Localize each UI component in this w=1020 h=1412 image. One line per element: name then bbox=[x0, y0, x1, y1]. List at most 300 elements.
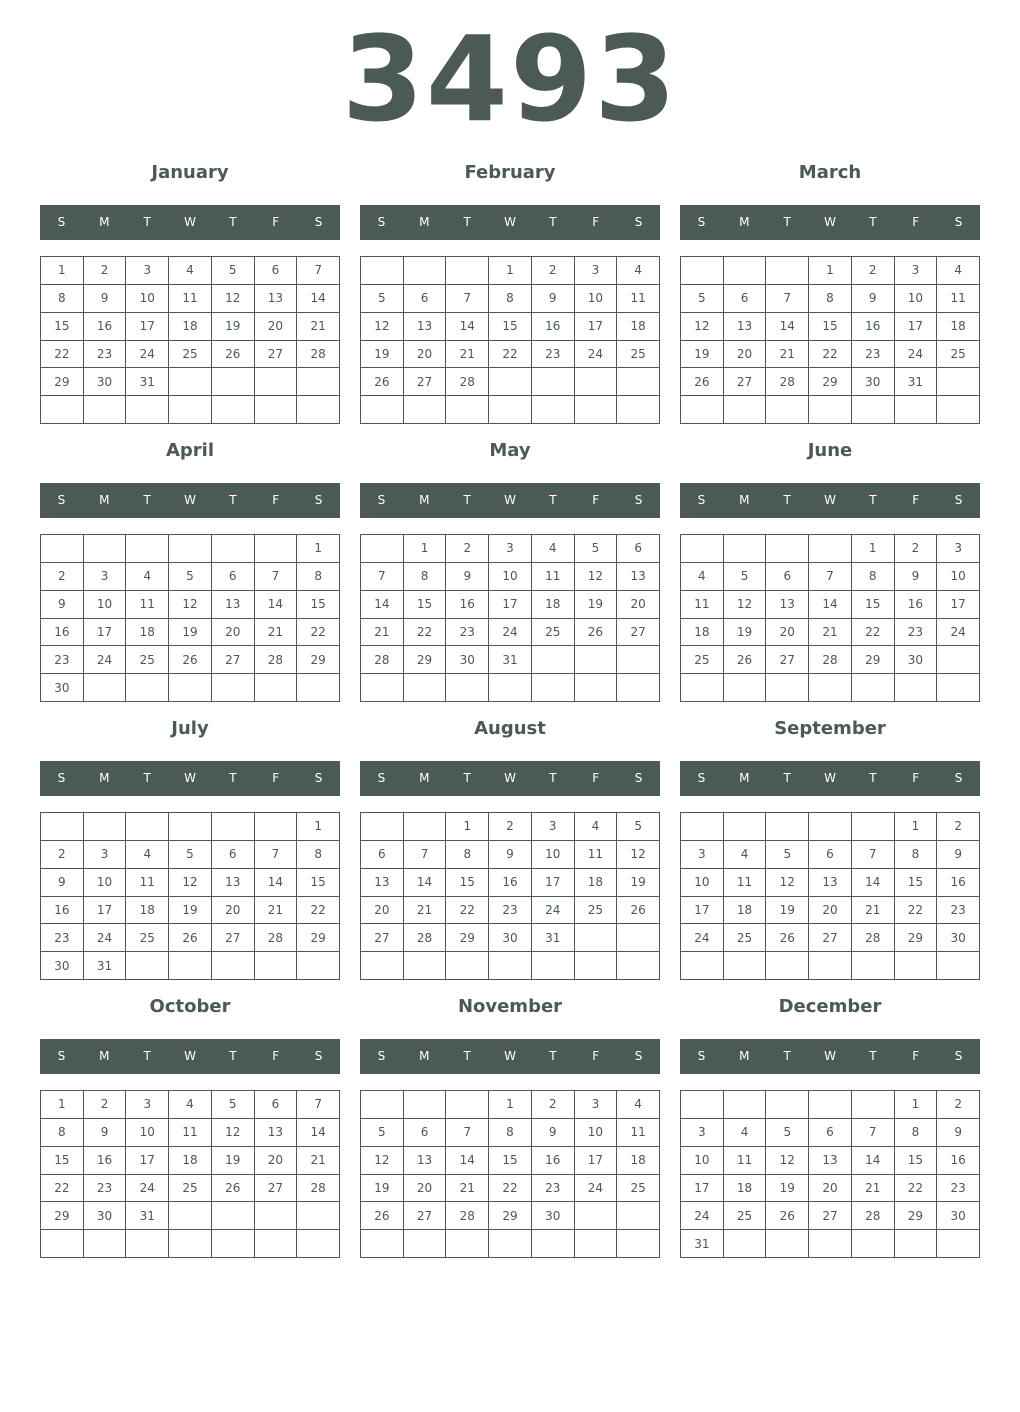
day-cell[interactable]: 20 bbox=[212, 619, 255, 647]
day-cell[interactable]: 12 bbox=[361, 313, 404, 341]
day-cell[interactable]: 31 bbox=[126, 1202, 169, 1230]
day-cell[interactable]: 26 bbox=[169, 924, 212, 952]
day-cell[interactable]: 26 bbox=[212, 1175, 255, 1203]
day-cell[interactable]: 9 bbox=[41, 591, 84, 619]
day-cell[interactable]: 28 bbox=[361, 646, 404, 674]
day-cell[interactable]: 6 bbox=[255, 257, 298, 285]
day-cell[interactable]: 21 bbox=[404, 897, 447, 925]
day-cell[interactable]: 9 bbox=[852, 285, 895, 313]
day-cell[interactable]: 19 bbox=[212, 313, 255, 341]
day-cell[interactable]: 12 bbox=[681, 313, 724, 341]
day-cell[interactable]: 4 bbox=[681, 563, 724, 591]
day-cell[interactable]: 1 bbox=[297, 535, 340, 563]
day-cell[interactable]: 7 bbox=[361, 563, 404, 591]
day-cell[interactable]: 19 bbox=[724, 619, 767, 647]
day-cell[interactable]: 12 bbox=[212, 1119, 255, 1147]
day-cell[interactable]: 23 bbox=[446, 619, 489, 647]
day-cell[interactable]: 11 bbox=[532, 563, 575, 591]
day-cell[interactable]: 18 bbox=[126, 897, 169, 925]
day-cell[interactable]: 10 bbox=[575, 285, 618, 313]
day-cell[interactable]: 25 bbox=[937, 341, 980, 369]
day-cell[interactable]: 16 bbox=[41, 619, 84, 647]
day-cell[interactable]: 17 bbox=[126, 1147, 169, 1175]
day-cell[interactable]: 14 bbox=[766, 313, 809, 341]
day-cell[interactable]: 28 bbox=[255, 924, 298, 952]
day-cell[interactable]: 24 bbox=[126, 1175, 169, 1203]
day-cell[interactable]: 11 bbox=[681, 591, 724, 619]
day-cell[interactable]: 14 bbox=[446, 1147, 489, 1175]
day-cell[interactable]: 1 bbox=[895, 813, 938, 841]
day-cell[interactable]: 30 bbox=[489, 924, 532, 952]
day-cell[interactable]: 13 bbox=[212, 869, 255, 897]
day-cell[interactable]: 21 bbox=[766, 341, 809, 369]
day-cell[interactable]: 14 bbox=[255, 591, 298, 619]
day-cell[interactable]: 20 bbox=[404, 1175, 447, 1203]
day-cell[interactable]: 21 bbox=[446, 341, 489, 369]
day-cell[interactable]: 21 bbox=[297, 1147, 340, 1175]
day-cell[interactable]: 10 bbox=[84, 869, 127, 897]
day-cell[interactable]: 7 bbox=[809, 563, 852, 591]
day-cell[interactable]: 15 bbox=[404, 591, 447, 619]
day-cell[interactable]: 29 bbox=[297, 646, 340, 674]
day-cell[interactable]: 20 bbox=[361, 897, 404, 925]
day-cell[interactable]: 22 bbox=[41, 341, 84, 369]
day-cell[interactable]: 15 bbox=[852, 591, 895, 619]
day-cell[interactable]: 28 bbox=[446, 1202, 489, 1230]
day-cell[interactable]: 22 bbox=[297, 897, 340, 925]
day-cell[interactable]: 14 bbox=[297, 1119, 340, 1147]
day-cell[interactable]: 7 bbox=[297, 257, 340, 285]
day-cell[interactable]: 21 bbox=[852, 897, 895, 925]
day-cell[interactable]: 27 bbox=[255, 1175, 298, 1203]
day-cell[interactable]: 25 bbox=[617, 1175, 660, 1203]
day-cell[interactable]: 28 bbox=[852, 1202, 895, 1230]
day-cell[interactable]: 12 bbox=[766, 1147, 809, 1175]
day-cell[interactable]: 24 bbox=[895, 341, 938, 369]
day-cell[interactable]: 30 bbox=[41, 674, 84, 702]
day-cell[interactable]: 25 bbox=[617, 341, 660, 369]
day-cell[interactable]: 26 bbox=[361, 1202, 404, 1230]
day-cell[interactable]: 9 bbox=[937, 1119, 980, 1147]
day-cell[interactable]: 6 bbox=[809, 1119, 852, 1147]
day-cell[interactable]: 2 bbox=[852, 257, 895, 285]
day-cell[interactable]: 24 bbox=[126, 341, 169, 369]
day-cell[interactable]: 25 bbox=[169, 1175, 212, 1203]
day-cell[interactable]: 26 bbox=[681, 368, 724, 396]
day-cell[interactable]: 15 bbox=[446, 869, 489, 897]
day-cell[interactable]: 23 bbox=[895, 619, 938, 647]
day-cell[interactable]: 5 bbox=[617, 813, 660, 841]
day-cell[interactable]: 30 bbox=[446, 646, 489, 674]
day-cell[interactable]: 18 bbox=[575, 869, 618, 897]
day-cell[interactable]: 3 bbox=[126, 1091, 169, 1119]
day-cell[interactable]: 30 bbox=[532, 1202, 575, 1230]
day-cell[interactable]: 1 bbox=[809, 257, 852, 285]
day-cell[interactable]: 9 bbox=[84, 285, 127, 313]
day-cell[interactable]: 20 bbox=[809, 1175, 852, 1203]
day-cell[interactable]: 31 bbox=[126, 368, 169, 396]
day-cell[interactable]: 10 bbox=[681, 1147, 724, 1175]
day-cell[interactable]: 4 bbox=[126, 841, 169, 869]
day-cell[interactable]: 18 bbox=[169, 313, 212, 341]
day-cell[interactable]: 12 bbox=[766, 869, 809, 897]
day-cell[interactable]: 20 bbox=[617, 591, 660, 619]
day-cell[interactable]: 15 bbox=[489, 313, 532, 341]
day-cell[interactable]: 12 bbox=[212, 285, 255, 313]
day-cell[interactable]: 29 bbox=[446, 924, 489, 952]
day-cell[interactable]: 9 bbox=[446, 563, 489, 591]
day-cell[interactable]: 23 bbox=[84, 1175, 127, 1203]
day-cell[interactable]: 20 bbox=[809, 897, 852, 925]
day-cell[interactable]: 9 bbox=[489, 841, 532, 869]
day-cell[interactable]: 27 bbox=[212, 924, 255, 952]
day-cell[interactable]: 28 bbox=[852, 924, 895, 952]
day-cell[interactable]: 27 bbox=[766, 646, 809, 674]
day-cell[interactable]: 4 bbox=[617, 257, 660, 285]
day-cell[interactable]: 16 bbox=[937, 1147, 980, 1175]
day-cell[interactable]: 2 bbox=[532, 257, 575, 285]
day-cell[interactable]: 8 bbox=[297, 841, 340, 869]
day-cell[interactable]: 18 bbox=[126, 619, 169, 647]
day-cell[interactable]: 7 bbox=[404, 841, 447, 869]
day-cell[interactable]: 16 bbox=[446, 591, 489, 619]
day-cell[interactable]: 29 bbox=[297, 924, 340, 952]
day-cell[interactable]: 17 bbox=[937, 591, 980, 619]
day-cell[interactable]: 2 bbox=[937, 1091, 980, 1119]
day-cell[interactable]: 24 bbox=[532, 897, 575, 925]
day-cell[interactable]: 6 bbox=[724, 285, 767, 313]
day-cell[interactable]: 25 bbox=[681, 646, 724, 674]
day-cell[interactable]: 13 bbox=[404, 313, 447, 341]
day-cell[interactable]: 29 bbox=[809, 368, 852, 396]
day-cell[interactable]: 14 bbox=[446, 313, 489, 341]
day-cell[interactable]: 13 bbox=[255, 285, 298, 313]
day-cell[interactable]: 22 bbox=[489, 341, 532, 369]
day-cell[interactable]: 8 bbox=[489, 1119, 532, 1147]
day-cell[interactable]: 24 bbox=[84, 646, 127, 674]
day-cell[interactable]: 9 bbox=[532, 285, 575, 313]
day-cell[interactable]: 16 bbox=[84, 1147, 127, 1175]
day-cell[interactable]: 15 bbox=[41, 313, 84, 341]
day-cell[interactable]: 23 bbox=[41, 646, 84, 674]
day-cell[interactable]: 24 bbox=[575, 1175, 618, 1203]
day-cell[interactable]: 20 bbox=[212, 897, 255, 925]
day-cell[interactable]: 2 bbox=[937, 813, 980, 841]
day-cell[interactable]: 8 bbox=[41, 285, 84, 313]
day-cell[interactable]: 22 bbox=[41, 1175, 84, 1203]
day-cell[interactable]: 27 bbox=[361, 924, 404, 952]
day-cell[interactable]: 8 bbox=[895, 1119, 938, 1147]
day-cell[interactable]: 6 bbox=[212, 841, 255, 869]
day-cell[interactable]: 1 bbox=[489, 257, 532, 285]
day-cell[interactable]: 10 bbox=[681, 869, 724, 897]
day-cell[interactable]: 1 bbox=[404, 535, 447, 563]
day-cell[interactable]: 18 bbox=[532, 591, 575, 619]
day-cell[interactable]: 23 bbox=[489, 897, 532, 925]
day-cell[interactable]: 8 bbox=[489, 285, 532, 313]
day-cell[interactable]: 13 bbox=[617, 563, 660, 591]
day-cell[interactable]: 23 bbox=[532, 1175, 575, 1203]
day-cell[interactable]: 23 bbox=[41, 924, 84, 952]
day-cell[interactable]: 2 bbox=[532, 1091, 575, 1119]
day-cell[interactable]: 16 bbox=[489, 869, 532, 897]
day-cell[interactable]: 29 bbox=[895, 924, 938, 952]
day-cell[interactable]: 24 bbox=[937, 619, 980, 647]
day-cell[interactable]: 21 bbox=[446, 1175, 489, 1203]
day-cell[interactable]: 15 bbox=[41, 1147, 84, 1175]
day-cell[interactable]: 28 bbox=[766, 368, 809, 396]
day-cell[interactable]: 28 bbox=[297, 1175, 340, 1203]
day-cell[interactable]: 5 bbox=[212, 257, 255, 285]
day-cell[interactable]: 7 bbox=[852, 841, 895, 869]
day-cell[interactable]: 14 bbox=[361, 591, 404, 619]
day-cell[interactable]: 5 bbox=[575, 535, 618, 563]
day-cell[interactable]: 7 bbox=[255, 563, 298, 591]
day-cell[interactable]: 6 bbox=[255, 1091, 298, 1119]
day-cell[interactable]: 31 bbox=[532, 924, 575, 952]
day-cell[interactable]: 30 bbox=[852, 368, 895, 396]
day-cell[interactable]: 4 bbox=[169, 1091, 212, 1119]
day-cell[interactable]: 22 bbox=[446, 897, 489, 925]
day-cell[interactable]: 27 bbox=[212, 646, 255, 674]
day-cell[interactable]: 8 bbox=[809, 285, 852, 313]
day-cell[interactable]: 18 bbox=[724, 1175, 767, 1203]
day-cell[interactable]: 5 bbox=[361, 285, 404, 313]
day-cell[interactable]: 27 bbox=[724, 368, 767, 396]
day-cell[interactable]: 18 bbox=[681, 619, 724, 647]
day-cell[interactable]: 25 bbox=[724, 924, 767, 952]
day-cell[interactable]: 7 bbox=[297, 1091, 340, 1119]
day-cell[interactable]: 18 bbox=[169, 1147, 212, 1175]
day-cell[interactable]: 15 bbox=[809, 313, 852, 341]
day-cell[interactable]: 17 bbox=[489, 591, 532, 619]
day-cell[interactable]: 17 bbox=[575, 1147, 618, 1175]
day-cell[interactable]: 18 bbox=[724, 897, 767, 925]
day-cell[interactable]: 18 bbox=[617, 313, 660, 341]
day-cell[interactable]: 15 bbox=[297, 869, 340, 897]
day-cell[interactable]: 16 bbox=[937, 869, 980, 897]
day-cell[interactable]: 16 bbox=[852, 313, 895, 341]
day-cell[interactable]: 10 bbox=[532, 841, 575, 869]
day-cell[interactable]: 20 bbox=[255, 313, 298, 341]
day-cell[interactable]: 1 bbox=[895, 1091, 938, 1119]
day-cell[interactable]: 19 bbox=[169, 619, 212, 647]
day-cell[interactable]: 24 bbox=[681, 1202, 724, 1230]
day-cell[interactable]: 11 bbox=[724, 869, 767, 897]
day-cell[interactable]: 4 bbox=[617, 1091, 660, 1119]
day-cell[interactable]: 12 bbox=[169, 869, 212, 897]
day-cell[interactable]: 30 bbox=[895, 646, 938, 674]
day-cell[interactable]: 2 bbox=[446, 535, 489, 563]
day-cell[interactable]: 26 bbox=[766, 924, 809, 952]
day-cell[interactable]: 22 bbox=[895, 897, 938, 925]
day-cell[interactable]: 12 bbox=[575, 563, 618, 591]
day-cell[interactable]: 5 bbox=[169, 841, 212, 869]
day-cell[interactable]: 5 bbox=[361, 1119, 404, 1147]
day-cell[interactable]: 17 bbox=[126, 313, 169, 341]
day-cell[interactable]: 27 bbox=[809, 1202, 852, 1230]
day-cell[interactable]: 29 bbox=[895, 1202, 938, 1230]
day-cell[interactable]: 11 bbox=[169, 285, 212, 313]
day-cell[interactable]: 30 bbox=[84, 1202, 127, 1230]
day-cell[interactable]: 15 bbox=[895, 869, 938, 897]
day-cell[interactable]: 3 bbox=[84, 841, 127, 869]
day-cell[interactable]: 12 bbox=[724, 591, 767, 619]
day-cell[interactable]: 3 bbox=[937, 535, 980, 563]
day-cell[interactable]: 22 bbox=[489, 1175, 532, 1203]
day-cell[interactable]: 1 bbox=[41, 257, 84, 285]
day-cell[interactable]: 8 bbox=[297, 563, 340, 591]
day-cell[interactable]: 1 bbox=[297, 813, 340, 841]
day-cell[interactable]: 2 bbox=[41, 841, 84, 869]
day-cell[interactable]: 24 bbox=[575, 341, 618, 369]
day-cell[interactable]: 21 bbox=[255, 619, 298, 647]
day-cell[interactable]: 7 bbox=[446, 285, 489, 313]
day-cell[interactable]: 11 bbox=[575, 841, 618, 869]
day-cell[interactable]: 10 bbox=[126, 285, 169, 313]
day-cell[interactable]: 26 bbox=[169, 646, 212, 674]
day-cell[interactable]: 3 bbox=[126, 257, 169, 285]
day-cell[interactable]: 24 bbox=[84, 924, 127, 952]
day-cell[interactable]: 2 bbox=[84, 1091, 127, 1119]
day-cell[interactable]: 17 bbox=[532, 869, 575, 897]
day-cell[interactable]: 27 bbox=[617, 619, 660, 647]
day-cell[interactable]: 26 bbox=[361, 368, 404, 396]
day-cell[interactable]: 18 bbox=[617, 1147, 660, 1175]
day-cell[interactable]: 23 bbox=[532, 341, 575, 369]
day-cell[interactable]: 29 bbox=[852, 646, 895, 674]
day-cell[interactable]: 26 bbox=[617, 897, 660, 925]
day-cell[interactable]: 6 bbox=[404, 285, 447, 313]
day-cell[interactable]: 25 bbox=[724, 1202, 767, 1230]
day-cell[interactable]: 11 bbox=[617, 1119, 660, 1147]
day-cell[interactable]: 14 bbox=[404, 869, 447, 897]
day-cell[interactable]: 4 bbox=[532, 535, 575, 563]
day-cell[interactable]: 19 bbox=[766, 1175, 809, 1203]
day-cell[interactable]: 20 bbox=[255, 1147, 298, 1175]
day-cell[interactable]: 28 bbox=[446, 368, 489, 396]
day-cell[interactable]: 17 bbox=[681, 897, 724, 925]
day-cell[interactable]: 20 bbox=[724, 341, 767, 369]
day-cell[interactable]: 21 bbox=[297, 313, 340, 341]
day-cell[interactable]: 11 bbox=[126, 591, 169, 619]
day-cell[interactable]: 9 bbox=[532, 1119, 575, 1147]
day-cell[interactable]: 25 bbox=[169, 341, 212, 369]
day-cell[interactable]: 16 bbox=[895, 591, 938, 619]
day-cell[interactable]: 8 bbox=[404, 563, 447, 591]
day-cell[interactable]: 28 bbox=[255, 646, 298, 674]
day-cell[interactable]: 22 bbox=[404, 619, 447, 647]
day-cell[interactable]: 4 bbox=[169, 257, 212, 285]
day-cell[interactable]: 27 bbox=[404, 1202, 447, 1230]
day-cell[interactable]: 8 bbox=[41, 1119, 84, 1147]
day-cell[interactable]: 13 bbox=[361, 869, 404, 897]
day-cell[interactable]: 19 bbox=[617, 869, 660, 897]
day-cell[interactable]: 6 bbox=[766, 563, 809, 591]
day-cell[interactable]: 7 bbox=[446, 1119, 489, 1147]
day-cell[interactable]: 17 bbox=[681, 1175, 724, 1203]
day-cell[interactable]: 28 bbox=[809, 646, 852, 674]
day-cell[interactable]: 2 bbox=[84, 257, 127, 285]
day-cell[interactable]: 11 bbox=[126, 869, 169, 897]
day-cell[interactable]: 3 bbox=[681, 841, 724, 869]
day-cell[interactable]: 19 bbox=[212, 1147, 255, 1175]
day-cell[interactable]: 10 bbox=[937, 563, 980, 591]
day-cell[interactable]: 27 bbox=[404, 368, 447, 396]
day-cell[interactable]: 2 bbox=[489, 813, 532, 841]
day-cell[interactable]: 7 bbox=[852, 1119, 895, 1147]
day-cell[interactable]: 19 bbox=[361, 341, 404, 369]
day-cell[interactable]: 26 bbox=[724, 646, 767, 674]
day-cell[interactable]: 13 bbox=[255, 1119, 298, 1147]
day-cell[interactable]: 23 bbox=[937, 1175, 980, 1203]
day-cell[interactable]: 13 bbox=[809, 869, 852, 897]
day-cell[interactable]: 24 bbox=[681, 924, 724, 952]
day-cell[interactable]: 11 bbox=[617, 285, 660, 313]
day-cell[interactable]: 16 bbox=[532, 1147, 575, 1175]
day-cell[interactable]: 3 bbox=[84, 563, 127, 591]
day-cell[interactable]: 1 bbox=[41, 1091, 84, 1119]
day-cell[interactable]: 7 bbox=[255, 841, 298, 869]
day-cell[interactable]: 26 bbox=[212, 341, 255, 369]
day-cell[interactable]: 15 bbox=[895, 1147, 938, 1175]
day-cell[interactable]: 19 bbox=[575, 591, 618, 619]
day-cell[interactable]: 22 bbox=[895, 1175, 938, 1203]
day-cell[interactable]: 25 bbox=[575, 897, 618, 925]
day-cell[interactable]: 24 bbox=[489, 619, 532, 647]
day-cell[interactable]: 31 bbox=[895, 368, 938, 396]
day-cell[interactable]: 4 bbox=[126, 563, 169, 591]
day-cell[interactable]: 30 bbox=[41, 952, 84, 980]
day-cell[interactable]: 4 bbox=[724, 841, 767, 869]
day-cell[interactable]: 28 bbox=[297, 341, 340, 369]
day-cell[interactable]: 5 bbox=[766, 1119, 809, 1147]
day-cell[interactable]: 13 bbox=[212, 591, 255, 619]
day-cell[interactable]: 14 bbox=[297, 285, 340, 313]
day-cell[interactable]: 25 bbox=[532, 619, 575, 647]
day-cell[interactable]: 9 bbox=[895, 563, 938, 591]
day-cell[interactable]: 20 bbox=[404, 341, 447, 369]
day-cell[interactable]: 8 bbox=[852, 563, 895, 591]
day-cell[interactable]: 25 bbox=[126, 646, 169, 674]
day-cell[interactable]: 21 bbox=[809, 619, 852, 647]
day-cell[interactable]: 27 bbox=[255, 341, 298, 369]
day-cell[interactable]: 20 bbox=[766, 619, 809, 647]
day-cell[interactable]: 1 bbox=[446, 813, 489, 841]
day-cell[interactable]: 13 bbox=[809, 1147, 852, 1175]
day-cell[interactable]: 11 bbox=[937, 285, 980, 313]
day-cell[interactable]: 2 bbox=[895, 535, 938, 563]
day-cell[interactable]: 9 bbox=[937, 841, 980, 869]
day-cell[interactable]: 14 bbox=[852, 1147, 895, 1175]
day-cell[interactable]: 1 bbox=[852, 535, 895, 563]
day-cell[interactable]: 30 bbox=[937, 1202, 980, 1230]
day-cell[interactable]: 1 bbox=[489, 1091, 532, 1119]
day-cell[interactable]: 5 bbox=[766, 841, 809, 869]
day-cell[interactable]: 13 bbox=[724, 313, 767, 341]
day-cell[interactable]: 26 bbox=[575, 619, 618, 647]
day-cell[interactable]: 10 bbox=[126, 1119, 169, 1147]
day-cell[interactable]: 14 bbox=[809, 591, 852, 619]
day-cell[interactable]: 21 bbox=[255, 897, 298, 925]
day-cell[interactable]: 3 bbox=[681, 1119, 724, 1147]
day-cell[interactable]: 6 bbox=[361, 841, 404, 869]
day-cell[interactable]: 6 bbox=[617, 535, 660, 563]
day-cell[interactable]: 15 bbox=[489, 1147, 532, 1175]
day-cell[interactable]: 12 bbox=[169, 591, 212, 619]
day-cell[interactable]: 8 bbox=[446, 841, 489, 869]
day-cell[interactable]: 19 bbox=[681, 341, 724, 369]
